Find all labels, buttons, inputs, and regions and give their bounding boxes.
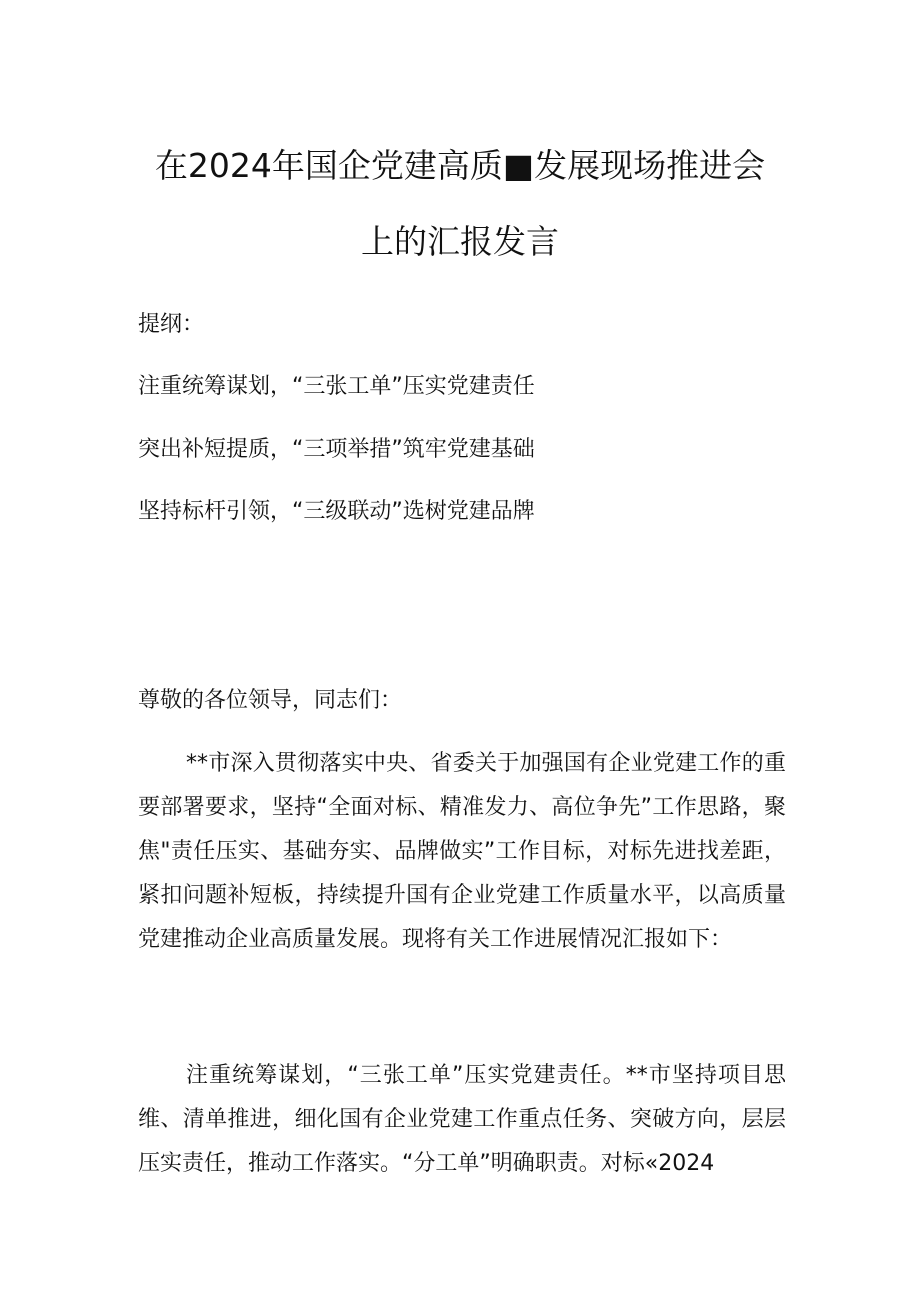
outline-label: 提纲： xyxy=(138,312,205,337)
document-title-line-1: 在2024年国企党建高质■发展现场推进会 xyxy=(154,146,766,185)
outline-item-1: 注重统筹谋划，“三张工单”压实党建责任 xyxy=(138,374,535,399)
document-title-line-2: 上的汇报发言 xyxy=(361,222,559,261)
outline-item-2: 突出补短提质，“三项举措”筑牢党建基础 xyxy=(138,437,535,462)
outline-item-3: 坚持标杆引领，“三级联动”选树党建品牌 xyxy=(138,499,535,524)
salutation: 尊敬的各位领导，同志们： xyxy=(138,688,403,713)
body-paragraph-1: **市深入贯彻落实中央、省委关于加强国有企业党建工作的重要部署要求，坚持“全面对标、精准发力、高位争先”工作思路，聚焦"责任压实、基础夯实、品牌做实”工作目标，对标先进找差距，紧扣问题补短板，持续提升国有企业党建工作质量水平，以高质量党建推动企业高质量发展。现将有关工作进展情况汇报如下： xyxy=(138,751,786,952)
body-paragraph-2: 注重统筹谋划，“三张工单”压实党建责任。**市坚持项目思维、清单推进，细化国有企业党建工作重点任务、突破方向，层层压实责任，推动工作落实。“分工单”明确职责。对标«2024 xyxy=(138,1063,786,1176)
